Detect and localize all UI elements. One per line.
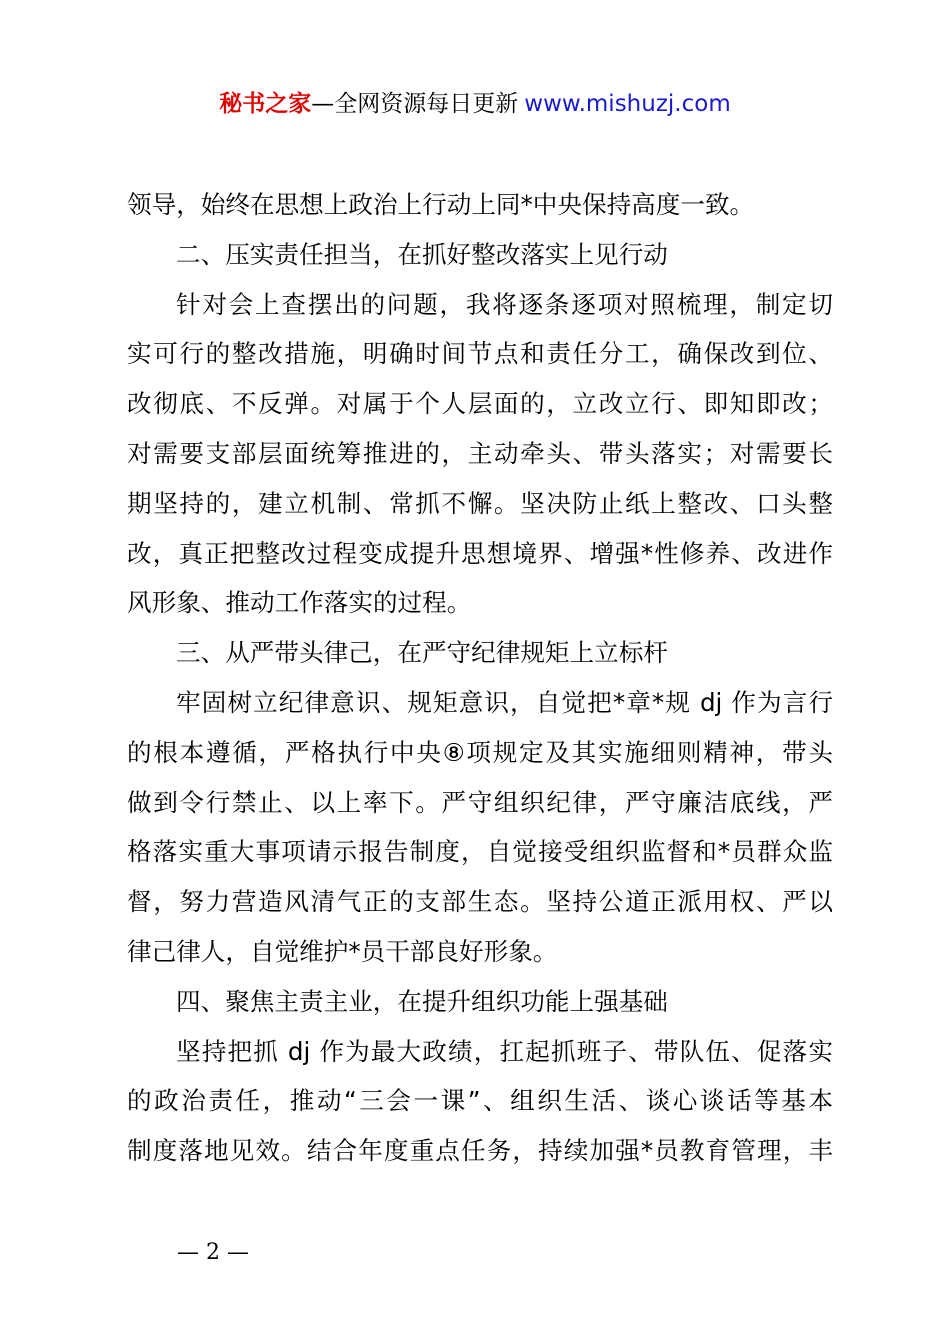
header-tagline: —全网资源每日更新: [311, 91, 519, 117]
paragraph-line: 期坚持的，建立机制、常抓不懈。坚决防止纸上整改、口头整: [127, 488, 833, 518]
paragraph-line: 律己律人，自觉维护*员干部良好形象。: [127, 936, 558, 966]
paragraph-line: 改，真正把整改过程变成提升思想境界、增强*性修养、改进作: [127, 538, 833, 568]
paragraph-line: 格落实重大事项请示报告制度，自觉接受组织监督和*员群众监: [127, 837, 833, 867]
section-heading: 四、聚焦主责主业，在提升组织功能上强基础: [176, 986, 668, 1016]
paragraph-line: 的政治责任，推动“三会一课”、组织生活、谈心谈话等基本: [127, 1086, 833, 1116]
site-url-link[interactable]: www.mishuzj.com: [524, 91, 731, 117]
paragraph-line: 制度落地见效。结合年度重点任务，持续加强*员教育管理，丰: [127, 1136, 833, 1166]
section-heading: 三、从严带头律己，在严守纪律规矩上立标杆: [176, 638, 668, 668]
document-body: [127, 180, 833, 1176]
paragraph-line: 领导，始终在思想上政治上行动上同*中央保持高度一致。: [127, 190, 755, 219]
paragraph-line: 对需要支部层面统筹推进的，主动牵头、带头落实；对需要长: [127, 438, 833, 468]
page-header: [0, 86, 950, 122]
page-number: — 2 —: [177, 1240, 249, 1265]
paragraph-line: 针对会上查摆出的问题，我将逐条逐项对照梳理，制定切: [176, 289, 833, 319]
section-heading: 二、压实责任担当，在抓好整改落实上见行动: [176, 239, 668, 269]
paragraph-line: 坚持把抓 dj 作为最大政绩，扛起抓班子、带队伍、促落实: [176, 1036, 833, 1066]
paragraph-line: 风形象、推动工作落实的过程。: [127, 588, 472, 618]
paragraph-line: 实可行的整改措施，明确时间节点和责任分工，确保改到位、: [127, 339, 833, 369]
paragraph-line: 做到令行禁止、以上率下。严守组织纪律，严守廉洁底线，严: [127, 787, 833, 817]
paragraph-line: 的根本遵循，严格执行中央⑧项规定及其实施细则精神，带头: [127, 737, 833, 767]
paragraph-line: 督，努力营造风清气正的支部生态。坚持公道正派用权、严以: [127, 887, 833, 917]
paragraph-line: 改彻底、不反弹。对属于个人层面的，立改立行、即知即改；: [127, 389, 833, 419]
brand-name: 秘书之家: [219, 91, 312, 117]
paragraph-line: 牢固树立纪律意识、规矩意识，自觉把*章*规 dj 作为言行: [176, 687, 833, 717]
